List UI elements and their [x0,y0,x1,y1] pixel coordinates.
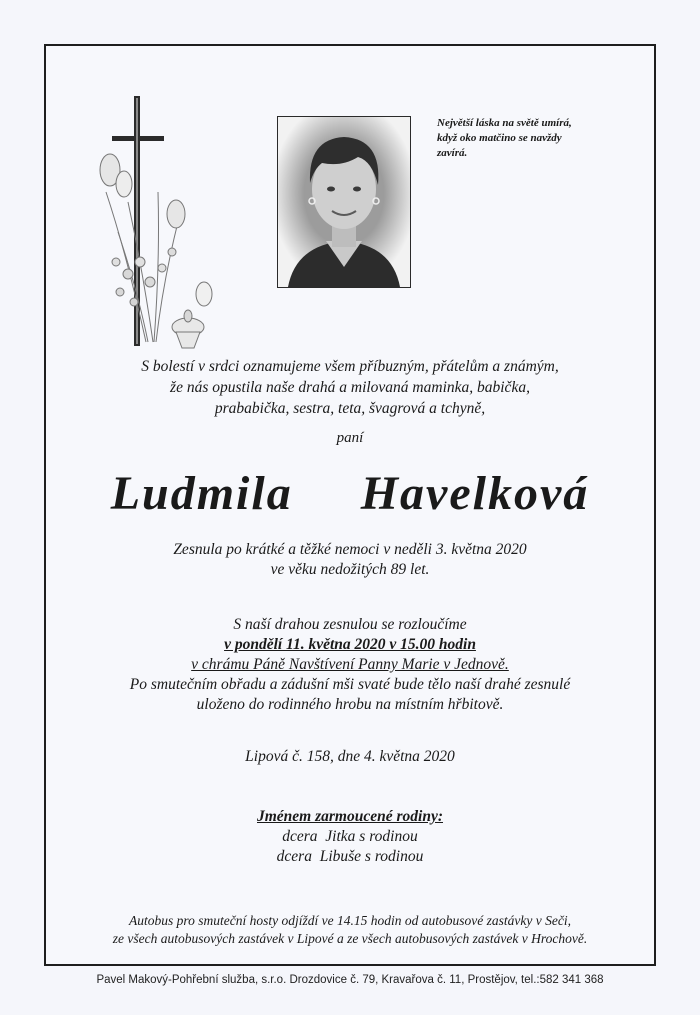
motto-line: když oko matčino se navždy [437,132,562,144]
place-and-date: Lipová č. 158, dne 4. května 2020 [245,748,455,765]
family-member: dcera Jitka s rodinou [282,828,418,845]
funeral-line: S naší drahou zesnulou se rozloučíme [233,616,467,633]
family-section [150,807,550,867]
flowers-icon [100,154,185,342]
funeral-line: Po smutečním obřadu a zádušní mši svaté bude tělo naší drahé zesnulé [129,676,571,693]
funeral-info [80,615,620,715]
motto [437,116,607,161]
intro-line: prababička, sestra, teta, švagrová a tchyně, [214,400,486,417]
bus-line: ze všech autobusových zastávek v Lipové a ze všech autobusových zastávek v Hrochově. [112,931,588,946]
motto-line: zavírá. [437,147,468,159]
family-heading: Jménem zarmoucené rodiny: [257,808,443,825]
deceased-name: Ludmila Havelková [110,467,590,520]
salutation: paní [336,430,364,446]
funeral-service-footer: Pavel Makový-Pohřební služba, s.r.o. Drozdovice č. 79, Kravařova č. 11, Prostějov, tel.:582 341 368 [96,974,604,986]
funeral-venue: v chrámu Páně Navštívení Panny Marie v Jednově. [191,656,509,673]
bus-info [60,912,640,948]
intro-line: S bolestí v srdci oznamujeme všem příbuzným, přátelům a známým, [141,358,559,375]
portrait-image [278,117,410,287]
death-line: ve věku nedožitých 89 let. [270,561,430,578]
funeral-line: uloženo do rodinného hrobu na místním hřbitově. [196,696,504,713]
motto-line: Největší láska na světě umírá, [437,117,572,129]
portrait-photo [277,116,411,288]
family-member: dcera Libuše s rodinou [276,848,424,865]
bus-line: Autobus pro smuteční hosty odjíždí ve 14.15 hodin od autobusové zastávky v Seči, [129,913,571,928]
intro-line: že nás opustila naše drahá a milovaná maminka, babička, [170,379,530,396]
death-info [100,540,600,580]
funeral-datetime: v pondělí 11. května 2020 v 15.00 hodin [224,636,476,653]
cross-flowers-decoration [88,92,228,362]
candle-lamp-icon [172,282,212,348]
announcement-intro [100,356,600,419]
death-line: Zesnula po krátké a těžké nemoci v neděli 3. května 2020 [173,541,527,558]
